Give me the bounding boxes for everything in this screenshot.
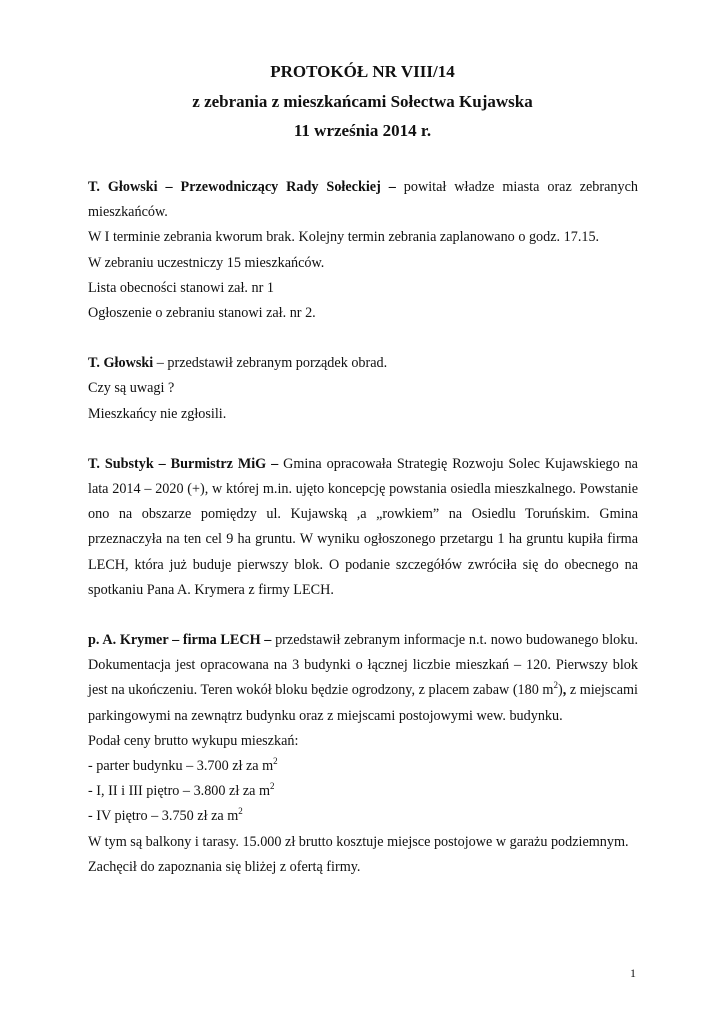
price-text: - I, II i III piętro – 3.800 zł za m <box>88 783 271 800</box>
price-line <box>88 804 638 829</box>
price-text: - parter budynku – 3.700 zł za m <box>88 758 274 775</box>
paragraph-krymer <box>88 628 638 729</box>
price-line <box>88 754 638 779</box>
paragraph-text: z miejscami parkingowymi na zewnątrz budynku oraz z miejscami postojowymi wew. budynku. <box>88 682 638 724</box>
text-line: Mieszkańcy nie zgłosili. <box>88 405 227 422</box>
price-text: - IV piętro – 3.750 zł za m <box>88 808 239 825</box>
paragraph-glowski-agenda <box>88 351 638 376</box>
text-line: W zebraniu uczestniczy 15 mieszkańców. <box>88 254 325 271</box>
text-line: Lista obecności stanowi zał. nr 1 <box>88 279 274 296</box>
text-line: Ogłoszenie o zebraniu stanowi zał. nr 2. <box>88 305 316 322</box>
paragraph-glowski-welcome <box>88 175 638 225</box>
text-line: W I terminie zebrania kworum brak. Kolejny termin zebrania zaplanowano o godz. 17.15. <box>88 229 600 246</box>
prices-intro: Podał ceny brutto wykupu mieszkań: <box>88 732 299 749</box>
superscript: 2 <box>273 756 278 767</box>
speaker-name: T. Głowski <box>88 355 154 372</box>
page-number: 1 <box>630 966 636 980</box>
protocol-title: PROTOKÓŁ NR VIII/14 <box>270 62 455 81</box>
paragraph-gap <box>88 603 638 628</box>
superscript: 2 <box>238 806 243 817</box>
text-line: Czy są uwagi ? <box>88 380 175 397</box>
paragraph-text: Gmina opracowała Strategię Rozwoju Solec Kujawskiego na lata 2014 – 2020 (+), w której m.in. ujęto koncepcję powstania osiedla mieszkalnego. Powstanie ono na obszarze pomiędzy ul. Kujawską ,a „rowkiem” na Osiedlu Toruńskim. Gmina przeznaczyła na ten cel 9 ha gruntu. W wyniku ogłoszonego przetargu 1 ha gruntu kupiła firma LECH, która już buduje pierwszy blok. O podanie szczegółów zwróciła się do obecnego na spotkaniu Pana A. Krymera z firmy LECH. <box>88 455 638 598</box>
paragraph-gap <box>88 326 638 351</box>
protocol-subtitle: z zebrania z mieszkańcami Sołectwa Kujawska <box>192 92 533 111</box>
closing-line: Zachęcił do zapoznania się bliżej z ofertą firmy. <box>88 858 361 875</box>
paragraph-gap <box>88 427 638 452</box>
protocol-body <box>88 175 638 880</box>
speaker-name: T. Substyk – Burmistrz MiG – <box>88 455 279 472</box>
speaker-name: p. A. Krymer – firma LECH – <box>88 632 272 649</box>
bold-comma: , <box>562 682 567 699</box>
paragraph-extra: W tym są balkony i tarasy. 15.000 zł brutto kosztuje miejsce postojowe w garażu podziemnym. <box>88 833 629 850</box>
paren-close: ) <box>557 682 563 699</box>
paragraph-substyk <box>88 452 638 603</box>
paragraph-text: przedstawił zebranym informacje n.t. nowo budowanego bloku. Dokumentacja jest opracowana na 3 budynki o łącznej liczbie mieszkań – 120. Pierwszy blok jest na ukończeniu. Teren wokół bloku będzie ogrodzony, z placem zabaw (180 m <box>88 632 638 699</box>
speaker-name: T. Głowski – Przewodniczący Rady Sołeckiej – <box>88 179 396 195</box>
paragraph-text: – przedstawił zebranym porządek obrad. <box>153 355 388 372</box>
paragraph-text: powitał władze miasta oraz zebranych mieszkańców. <box>88 179 638 221</box>
superscript: 2 <box>270 781 275 792</box>
superscript: 2 <box>553 680 558 691</box>
price-line <box>88 779 638 804</box>
protocol-date: 11 września 2014 r. <box>293 121 432 140</box>
